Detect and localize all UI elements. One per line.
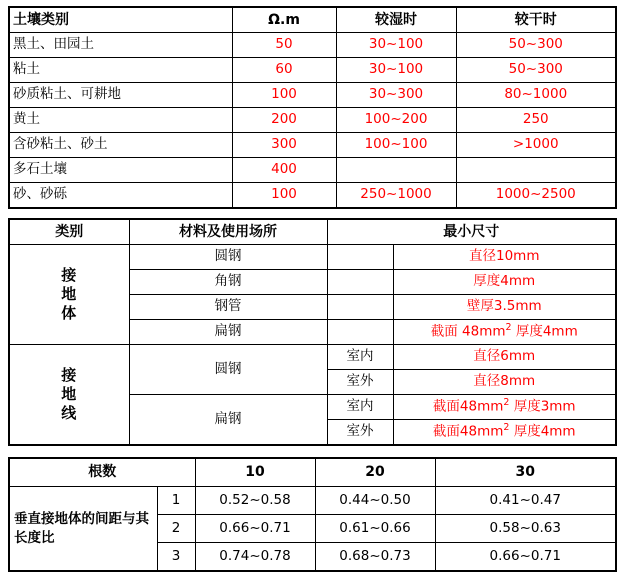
ratio-header-10: 10: [195, 458, 315, 487]
ground-size: 壁厚3.5mm: [393, 295, 616, 320]
soil-ohm: 50: [232, 33, 336, 58]
ground-place: [327, 270, 393, 295]
soil-wet: 100~100: [336, 133, 456, 158]
soil-header-wet: 较湿时: [336, 7, 456, 33]
soil-dry: 80~1000: [456, 83, 616, 108]
table-row: [9, 83, 616, 108]
ground-size: 厚度4mm: [393, 270, 616, 295]
ground-line-label-char: 地: [61, 385, 78, 404]
ground-line-group-label: [9, 345, 129, 446]
ground-place: 室内: [327, 345, 393, 370]
soil-category: 砂、砂砾: [9, 183, 232, 209]
ground-header-material: 材料及使用场所: [129, 219, 327, 245]
ground-place: [327, 320, 393, 345]
ground-place: [327, 245, 393, 270]
ground-material: 钢管: [129, 295, 327, 320]
ground-body-label-char: 体: [61, 303, 78, 322]
soil-category: 砂质粘土、可耕地: [9, 83, 232, 108]
ratio-v10: 0.74~0.78: [195, 543, 315, 572]
table-header-row: [9, 458, 616, 487]
soil-header-dry: 较干时: [456, 7, 616, 33]
soil-dry: 50~300: [456, 33, 616, 58]
soil-header-ohm: Ω.m: [232, 7, 336, 33]
ground-header-size: 最小尺寸: [327, 219, 616, 245]
ratio-v30: 0.66~0.71: [435, 543, 616, 572]
ratio-v30: 0.41~0.47: [435, 487, 616, 515]
ground-size-sup: 2: [503, 422, 510, 434]
ground-material: 圆钢: [129, 345, 327, 395]
ground-body-label-char: 接: [61, 266, 78, 285]
soil-ohm: 100: [232, 83, 336, 108]
soil-ohm: 60: [232, 58, 336, 83]
ground-body-group-label: [9, 245, 129, 345]
soil-wet: 30~100: [336, 33, 456, 58]
soil-ohm: 200: [232, 108, 336, 133]
ratio-v20: 0.68~0.73: [315, 543, 435, 572]
soil-ohm: 300: [232, 133, 336, 158]
ratio-v10: 0.52~0.58: [195, 487, 315, 515]
table-row: [9, 133, 616, 158]
ground-line-label-char: 接: [61, 366, 78, 385]
table-row: [9, 158, 616, 183]
ground-size-suffix: 厚度3mm: [509, 398, 576, 415]
ground-size: [393, 320, 616, 345]
soil-ohm: 400: [232, 158, 336, 183]
table-row: [9, 487, 616, 515]
spacing-ratio-table: [8, 457, 617, 572]
soil-category: 黑土、田园土: [9, 33, 232, 58]
soil-wet: 30~100: [336, 58, 456, 83]
ratio-n: 3: [157, 543, 195, 572]
ratio-v20: 0.61~0.66: [315, 515, 435, 543]
ground-size-suffix: 厚度4mm: [509, 423, 576, 440]
ground-size: [393, 420, 616, 446]
ground-size-suffix: 厚度4mm: [511, 323, 578, 340]
soil-header-category: 土壤类别: [9, 7, 232, 33]
ground-place: 室外: [327, 370, 393, 395]
ground-size-sup: 2: [505, 322, 512, 334]
ground-size: 直径8mm: [393, 370, 616, 395]
ground-size-prefix: 截面 48mm: [430, 323, 506, 340]
soil-ohm: 100: [232, 183, 336, 209]
ground-size: 直径6mm: [393, 345, 616, 370]
table-row: [9, 345, 616, 370]
ground-place: [327, 295, 393, 320]
table-row: [9, 245, 616, 270]
table-row: [9, 58, 616, 83]
table-header-row: [9, 219, 616, 245]
soil-category: 多石土壤: [9, 158, 232, 183]
table-header-row: [9, 7, 616, 33]
ground-size: [393, 395, 616, 420]
ratio-n: 2: [157, 515, 195, 543]
ground-size-sup: 2: [503, 397, 510, 409]
ground-material: 角钢: [129, 270, 327, 295]
ground-size-prefix: 截面48mm: [432, 398, 504, 415]
ratio-v30: 0.58~0.63: [435, 515, 616, 543]
ground-size: 直径10mm: [393, 245, 616, 270]
soil-dry: [456, 158, 616, 183]
grounding-dimension-table: [8, 218, 617, 446]
soil-category: 粘土: [9, 58, 232, 83]
soil-dry: 50~300: [456, 58, 616, 83]
ground-size-prefix: 截面48mm: [432, 423, 504, 440]
table-row: [9, 183, 616, 209]
soil-wet: [336, 158, 456, 183]
ratio-v20: 0.44~0.50: [315, 487, 435, 515]
ratio-row-label: 垂直接地体的间距与其长度比: [9, 487, 157, 572]
soil-wet: 250~1000: [336, 183, 456, 209]
ground-material: 扁钢: [129, 395, 327, 446]
soil-resistivity-table: [8, 6, 617, 209]
ground-material: 扁钢: [129, 320, 327, 345]
ratio-v10: 0.66~0.71: [195, 515, 315, 543]
soil-dry: 1000~2500: [456, 183, 616, 209]
ratio-header-20: 20: [315, 458, 435, 487]
ground-place: 室外: [327, 420, 393, 446]
ratio-n: 1: [157, 487, 195, 515]
soil-category: 黄土: [9, 108, 232, 133]
ground-material: 圆钢: [129, 245, 327, 270]
ratio-header-30: 30: [435, 458, 616, 487]
ratio-header-count: 根数: [9, 458, 195, 487]
soil-wet: 30~300: [336, 83, 456, 108]
table-row: [9, 33, 616, 58]
soil-dry: >1000: [456, 133, 616, 158]
table-row: [9, 108, 616, 133]
ground-header-category: 类别: [9, 219, 129, 245]
soil-wet: 100~200: [336, 108, 456, 133]
soil-category: 含砂粘土、砂土: [9, 133, 232, 158]
ground-body-label-char: 地: [61, 285, 78, 304]
soil-dry: 250: [456, 108, 616, 133]
ground-place: 室内: [327, 395, 393, 420]
ground-line-label-char: 线: [61, 403, 78, 422]
